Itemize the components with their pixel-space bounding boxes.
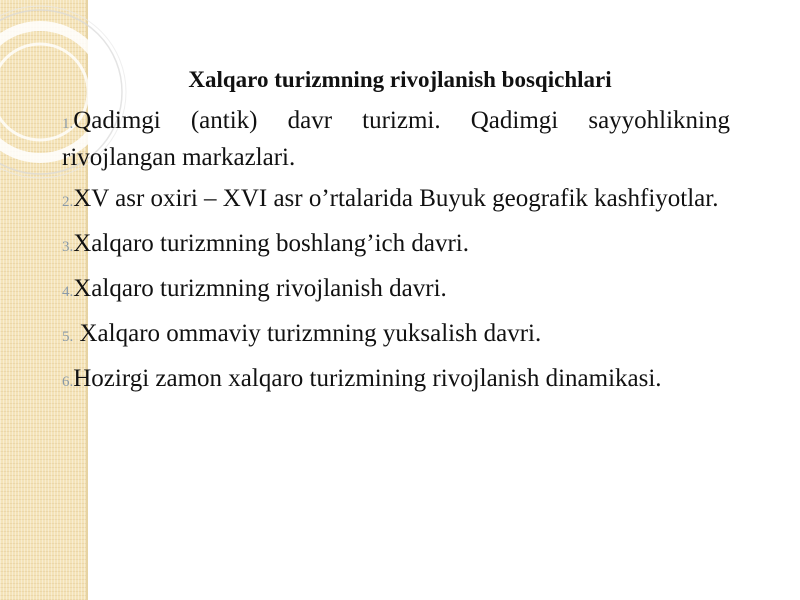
list-item: [62, 317, 730, 354]
item-number: 2.: [62, 194, 74, 210]
list-item: [62, 227, 730, 264]
item-number: 5.: [62, 329, 74, 345]
item-number: 3.: [62, 239, 74, 255]
item-text: Xalqaro turizmning boshlang’ich davri.: [73, 230, 469, 257]
item-text: Xalqaro ommaviy turizmning yuksalish davri.: [73, 320, 542, 347]
item-text: Hozirgi zamon xalqaro turizmining rivojlanish dinamikasi.: [73, 365, 662, 392]
slide-content: [62, 62, 730, 407]
item-text: XV asr oxiri – XVI asr o’rtalarida Buyuk geografik kashfiyotlar.: [73, 185, 719, 212]
item-number: 1.: [62, 116, 74, 132]
item-text: Xalqaro turizmning rivojlanish davri.: [73, 275, 447, 302]
list-item: [62, 272, 730, 309]
slide-title: Xalqaro turizmning rivojlanish bosqichlari: [188, 67, 612, 92]
list-item: [62, 362, 730, 399]
list-item: [62, 104, 730, 174]
item-number: 6.: [62, 374, 74, 390]
item-text: Qadimgi (antik) davr turizmi. Qadimgi sayyohlikning rivojlangan markazlari.: [62, 107, 730, 171]
item-number: 4.: [62, 284, 74, 300]
list-item: [62, 182, 730, 219]
